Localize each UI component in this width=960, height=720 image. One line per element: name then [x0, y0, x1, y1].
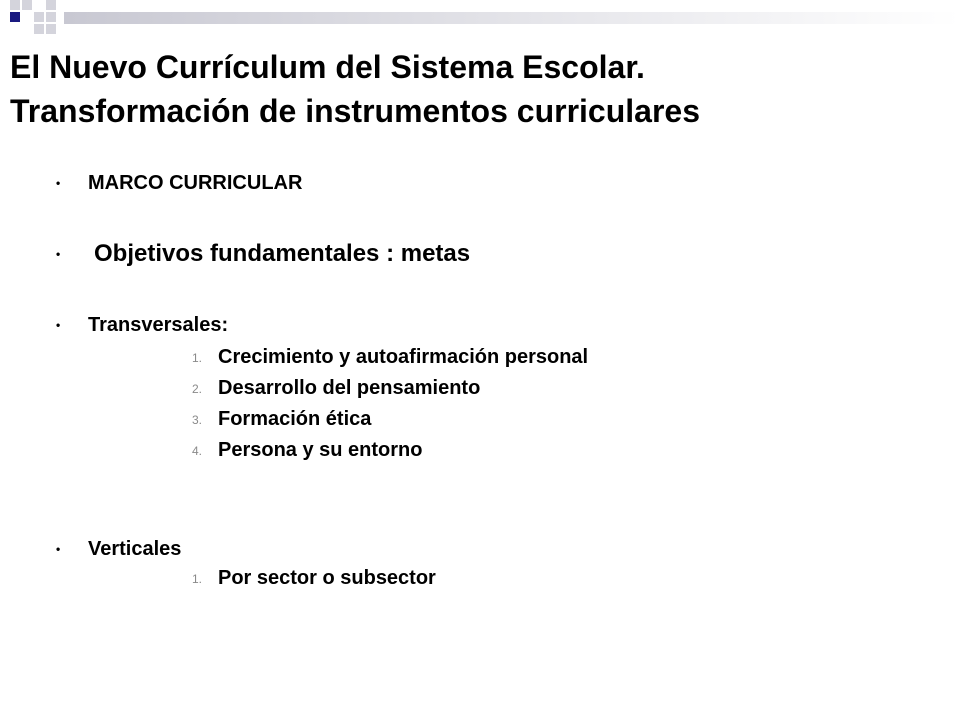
- list-item-text: Desarrollo del pensamiento: [218, 377, 481, 399]
- bullet-text: Verticales: [88, 538, 182, 560]
- list-number: 4.: [192, 444, 203, 458]
- bullet-text: Transversales:: [88, 314, 229, 336]
- list-number: 1.: [192, 572, 203, 586]
- deco-square-light: [46, 0, 56, 10]
- deco-square-light: [34, 12, 44, 22]
- deco-square-dark: [10, 12, 20, 22]
- deco-square-light: [46, 12, 56, 22]
- list-number: 2.: [192, 382, 203, 396]
- list-item-text: Formación ética: [218, 408, 372, 430]
- list-number: 3.: [192, 413, 203, 427]
- bullet-dot-icon: •: [56, 247, 61, 261]
- deco-square-light: [10, 0, 20, 10]
- list-item-text: Persona y su entorno: [218, 439, 423, 461]
- header-decoration: [0, 0, 960, 40]
- deco-square-light: [22, 0, 32, 10]
- slide-title-line-2: Transformación de instrumentos curriculares: [10, 93, 700, 129]
- deco-square-light: [34, 24, 44, 34]
- deco-square-light: [46, 24, 56, 34]
- header-gradient-bar: [64, 12, 960, 24]
- bullet-text: Objetivos fundamentales : metas: [94, 240, 471, 267]
- slide-title-line-1: El Nuevo Currículum del Sistema Escolar.: [10, 49, 645, 85]
- list-item-text: Crecimiento y autoafirmación personal: [218, 346, 589, 368]
- bullet-dot-icon: •: [56, 318, 61, 332]
- bullet-text: MARCO CURRICULAR: [88, 172, 303, 194]
- list-item-text: Por sector o subsector: [218, 567, 436, 589]
- slide-title: [10, 45, 950, 133]
- list-number: 1.: [192, 351, 203, 365]
- bullet-dot-icon: •: [56, 176, 61, 190]
- bullet-dot-icon: •: [56, 542, 61, 556]
